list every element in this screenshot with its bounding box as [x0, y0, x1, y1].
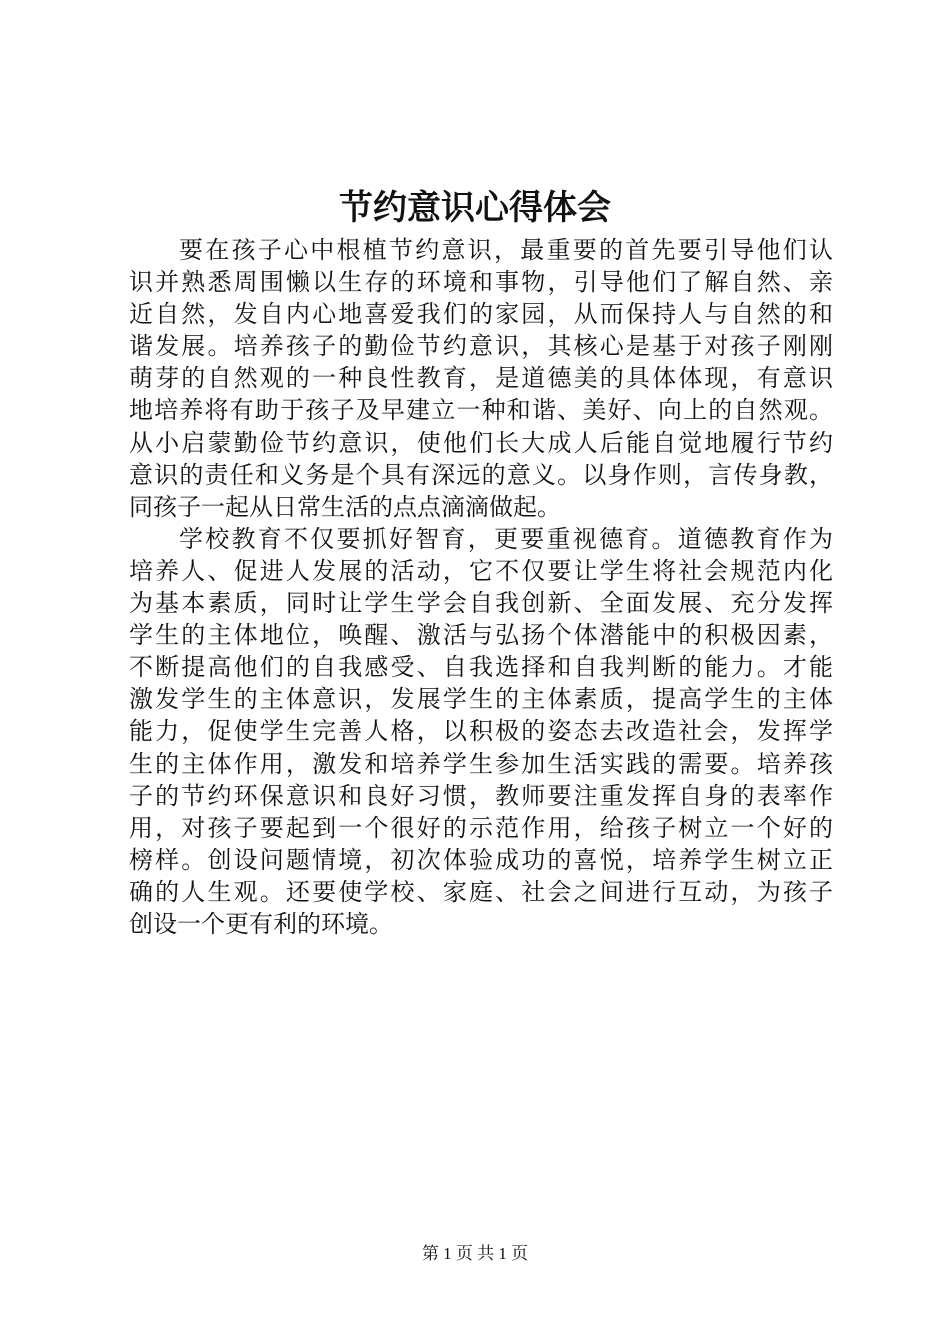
paragraph-line: 培养人、促进人发展的活动，它不仅要让学生将社会规范内化 — [129, 556, 833, 585]
paragraph-line: 为基本素质，同时让学生学会自我创新、全面发展、充分发挥 — [129, 589, 833, 618]
paragraph-line: 萌芽的自然观的一种良性教育，是道德美的具体体现，有意识 — [129, 364, 833, 393]
paragraph-line: 激发学生的主体意识，发展学生的主体素质，提高学生的主体 — [129, 685, 833, 714]
page-title: 节约意识心得体会 — [339, 188, 611, 228]
paragraph-2 — [129, 523, 833, 940]
paragraph-line: 不断提高他们的自我感受、自我选择和自我判断的能力。才能 — [129, 653, 833, 682]
paragraph-line: 创设一个更有利的环境。 — [129, 909, 393, 938]
paragraph-line: 地培养将有助于孩子及早建立一种和谐、美好、向上的自然观。 — [129, 396, 833, 425]
paragraph-line: 从小启蒙勤俭节约意识，使他们长大成人后能自觉地履行节约 — [129, 428, 833, 457]
page-footer: 第 1 页 共 1 页 — [421, 1244, 529, 1263]
paragraph-line: 识并熟悉周围懒以生存的环境和事物，引导他们了解自然、亲 — [129, 268, 833, 297]
paragraph-line: 子的节约环保意识和良好习惯，教师要注重发挥自身的表率作 — [129, 781, 833, 810]
paragraph-line: 确的人生观。还要使学校、家庭、社会之间进行互动，为孩子 — [129, 877, 833, 906]
paragraph-line: 生的主体作用，激发和培养学生参加生活实践的需要。培养孩 — [129, 749, 833, 778]
paragraph-line: 近自然，发自内心地喜爱我们的家园，从而保持人与自然的和 — [129, 300, 833, 329]
paragraph-line: 学校教育不仅要抓好智育，更要重视德育。道德教育作为 — [179, 524, 833, 553]
paragraph-1 — [129, 234, 833, 523]
paragraph-line: 榜样。创设问题情境，初次体验成功的喜悦，培养学生树立正 — [129, 845, 833, 874]
paragraph-line: 要在孩子心中根植节约意识，最重要的首先要引导他们认 — [179, 236, 833, 264]
paragraph-line: 谐发展。培养孩子的勤俭节约意识，其核心是基于对孩子刚刚 — [129, 332, 833, 361]
paragraph-line: 同孩子一起从日常生活的点点滴滴做起。 — [129, 492, 561, 521]
paragraph-line: 用，对孩子要起到一个很好的示范作用，给孩子树立一个好的 — [129, 813, 833, 842]
paragraph-line: 能力，促使学生完善人格，以积极的姿态去改造社会，发挥学 — [129, 717, 833, 746]
document-body — [129, 234, 833, 940]
paragraph-line: 意识的责任和义务是个具有深远的意义。以身作则，言传身教， — [129, 460, 833, 489]
paragraph-line: 学生的主体地位，唤醒、激活与弘扬个体潜能中的积极因素， — [129, 621, 833, 650]
